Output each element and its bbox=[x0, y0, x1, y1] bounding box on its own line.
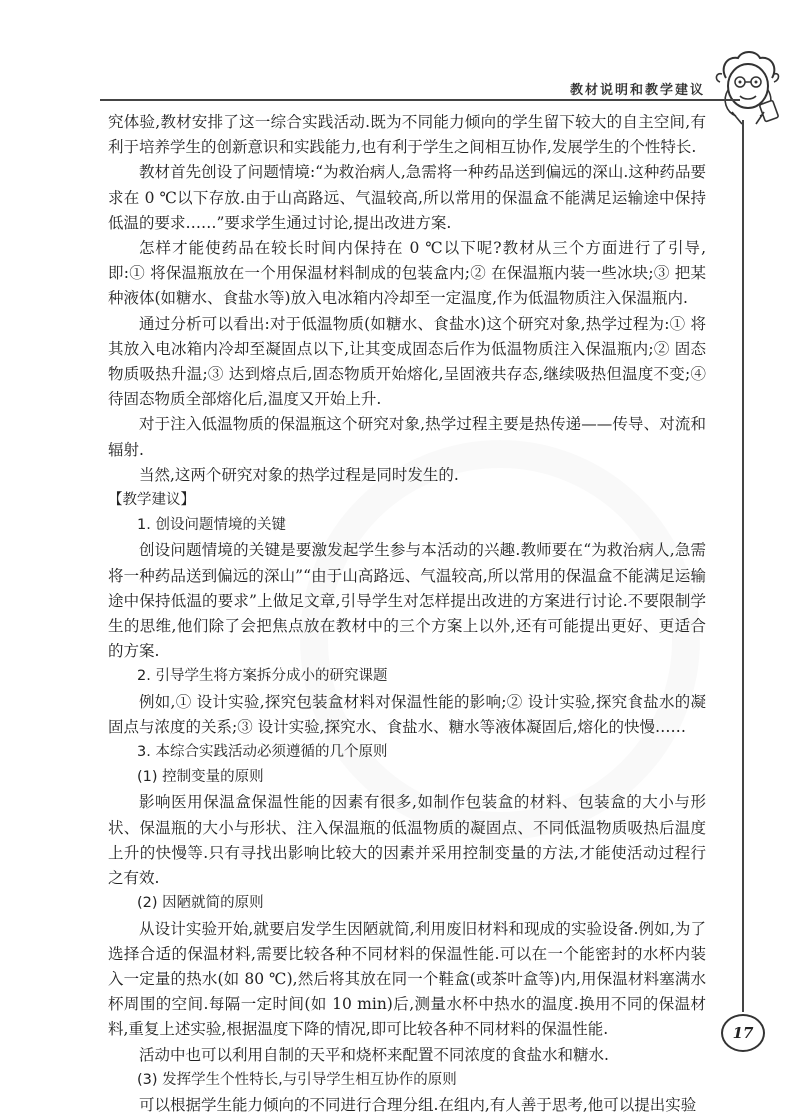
paragraph: 究体验,教材安排了这一综合实践活动.既为不同能力倾向的学生留下较大的自主空间,有利于培养学生的创新意识和实践能力,也有利于学生之间相互协作,发展学生的个性特长. bbox=[108, 113, 706, 157]
margin-rule bbox=[742, 120, 744, 1012]
subheading: (1) 控制变量的原则 bbox=[137, 769, 264, 786]
header-rule bbox=[100, 99, 740, 101]
subheading: 2. 引导学生将方案拆分成小的研究课题 bbox=[137, 668, 388, 685]
paragraph: 从设计实验开始,就要启发学生因陋就简,利用废旧材料和现成的实验设备.例如,为了选择合适的保温材料,需要比较各种不同材料的保温性能.可以在一个能密封的水杯内装入一定量的热水(如 80 ℃),然后将其放在同一个鞋盒(或茶叶盒等)内,用保温材料塞满水杯周围的空间.每隔一定时间(如 10 min)后,测量水杯中热水的温度.换用不同的保温材料,重复上述实验,根据温度下降的情况,即可比较各种不同材料的保温性能. bbox=[108, 919, 706, 1039]
subheading: 1. 创设问题情境的关键 bbox=[137, 517, 286, 534]
paragraph: 创设问题情境的关键是要激发起学生参与本活动的兴趣.教师要在“为救治病人,急需将一种药品送到偏远的深山”“由于山高路远、气温较高,所以常用的保温盒不能满足运输途中保持低温的要求”上做足文章,引导学生对怎样提出改进的方案进行讨论.不要限制学生的思维,他们除了会把焦点放在教材中的三个方案上以外,还有可能提出更好、更适合的方案. bbox=[108, 541, 706, 661]
cartoon-scientist-icon bbox=[712, 50, 782, 125]
paragraph: 例如,① 设计实验,探究包装盒材料对保温性能的影响;② 设计实验,探究食盐水的凝固点与浓度的关系;③ 设计实验,探究水、食盐水、糖水等液体凝固后,熔化的快慢…… bbox=[108, 692, 706, 736]
paragraph: 活动中也可以利用自制的天平和烧杯来配置不同浓度的食盐水和糖水. bbox=[139, 1045, 609, 1064]
paragraph: 可以根据学生能力倾向的不同进行合理分组.在组内,有人善于思考,他可以提出实验 bbox=[139, 1095, 697, 1114]
section-heading: 【教学建议】 bbox=[108, 492, 195, 509]
subheading: 3. 本综合实践活动必须遵循的几个原则 bbox=[137, 744, 388, 761]
paragraph: 影响医用保温盒保温性能的因素有很多,如制作包装盒的材料、包装盒的大小与形状、保温瓶的大小与形状、注入保温瓶的低温物质的凝固点、不同低温物质吸热后温度上升的快慢等.只有寻找出影响比较大的因素并采用控制变量的方法,才能使活动过程行之有效. bbox=[108, 793, 706, 888]
running-header-title: 教材说明和教学建议 bbox=[570, 83, 706, 98]
subheading: (2) 因陋就简的原则 bbox=[137, 895, 264, 912]
main-text bbox=[108, 110, 706, 1118]
paragraph: 对于注入低温物质的保温瓶这个研究对象,热学过程主要是热传递——传导、对流和辐射. bbox=[108, 415, 706, 459]
paragraph: 怎样才能使药品在较长时间内保持在 0 ℃以下呢?教材从三个方面进行了引导,即:① 将保温瓶放在一个用保温材料制成的包装盒内;② 在保温瓶内装一些冰块;③ 把某种液体(如糖水、食盐水等)放入电冰箱内冷却至一定温度,作为低温物质注入保温瓶内. bbox=[108, 239, 706, 308]
subheading: (3) 发挥学生个性特长,与引导学生相互协作的原则 bbox=[137, 1071, 457, 1088]
paragraph: 教材首先创设了问题情境:“为救治病人,急需将一种药品送到偏远的深山.这种药品要求在 0 ℃以下存放.由于山高路远、气温较高,所以常用的保温盒不能满足运输途中保持低温的要求……”要求学生通过讨论,提出改进方案. bbox=[108, 163, 706, 232]
page-number: 17 bbox=[721, 1014, 765, 1052]
paragraph: 通过分析可以看出:对于低温物质(如糖水、食盐水)这个研究对象,热学过程为:① 将其放入电冰箱内冷却至凝固点以下,让其变成固态后作为低温物质注入保温瓶内;② 固态物质吸热升温;③ 达到熔点后,固态物质开始熔化,呈固液共存态,继续吸热但温度不变;④ 待固态物质全部熔化后,温度又开始上升. bbox=[108, 314, 706, 409]
paragraph: 当然,这两个研究对象的热学过程是同时发生的. bbox=[139, 465, 459, 484]
